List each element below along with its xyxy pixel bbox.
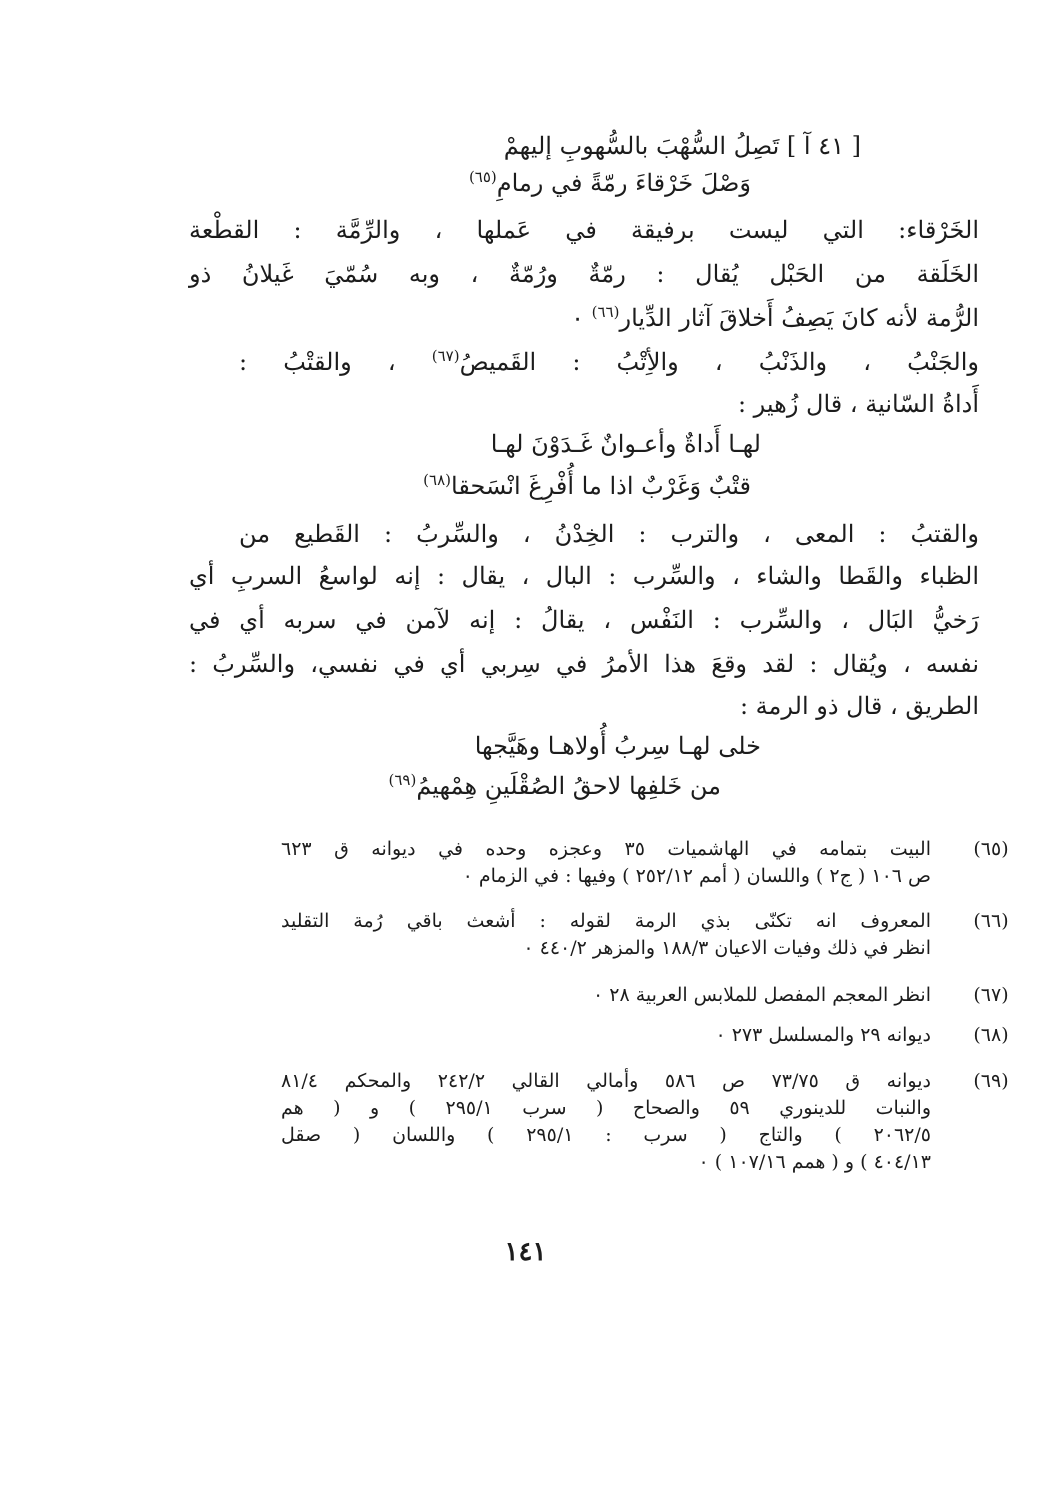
footnote-line: المعروف انه تكنّى بذي الرمة لقوله : أشعث باقي رُمة التقليد xyxy=(281,910,931,932)
paragraph-1-line-2-text: الخَلَقة من الحَبْل يُقال : رمّةٌ ورُمّةٌ ، وبه سُمّيَ غَيلانُ ذو xyxy=(189,260,979,288)
paragraph-3-line-5 xyxy=(189,690,979,722)
paragraph-1-line-3-end: ٠ xyxy=(571,304,592,332)
page-number: ١٤١ xyxy=(504,1237,547,1267)
footnote-number: (٦٨) xyxy=(973,1024,1009,1046)
paragraph-2-line-2 xyxy=(189,388,979,420)
paragraph-1-line-3 xyxy=(189,302,979,334)
footnote-line: انظر في ذلك وفيات الاعيان ١٨٨/٣ والمزهر ٤٤٠/٢ ٠ xyxy=(523,937,931,959)
paragraph-3-line-2 xyxy=(189,560,979,592)
paragraph-2-line-1-text-a: والجَنْبُ ، والذَنْبُ ، والأِتْبُ : القَميصُ xyxy=(459,348,979,376)
paragraph-3-line-4 xyxy=(189,648,979,680)
footnote-line: ديوانه ق ٧٣/٧٥ ص ٥٨٦ وأمالي القالي ٢٤٢/٢ والمحكم ٨١/٤ xyxy=(281,1070,931,1092)
verse-c-line-1-text: خلى لهـا سِربُ أُولاهـا وهَيَّجها xyxy=(474,732,761,760)
verse-a-line-1-text: [ ٤١ آ ] تَصِلُ السُّهْبَ بالسُّهوبِ إليهمْ xyxy=(503,132,861,160)
footnote-line: ٤٠٤/١٣ ) و ( همم ١٠٧/١٦ ) ٠ xyxy=(698,1151,931,1173)
paragraph-1-line-3-text: الرُّمة لأنه كانَ يَصِفُ أَخلاقَ آثار الدِّيار xyxy=(619,304,979,332)
footnote-ref-69: (٦٩) xyxy=(388,771,417,789)
verse-c-line-1 xyxy=(475,730,761,762)
verse-a-line-2-text: وَصْلَ خَرْقاءَ رمّةً في رمامِ xyxy=(496,169,751,197)
footnote-number: (٦٥) xyxy=(973,838,1009,860)
paragraph-2-line-2-text: أَداةُ السّانية ، قال زُهير : xyxy=(737,390,979,418)
footnote-number: (٦٦) xyxy=(973,910,1009,932)
footnote-ref-68: (٦٨) xyxy=(423,471,451,489)
verse-b-line-2-text: قتْبٌ وَغَرْبٌ اذا ما أُفْرِغَ انْسَحقا xyxy=(451,472,751,500)
footnote-65 xyxy=(281,836,1009,890)
footnote-line: ديوانه ٢٩ والمسلسل ٢٧٣ ٠ xyxy=(715,1024,931,1046)
verse-c-line-2 xyxy=(388,770,721,802)
paragraph-2-line-1-text-b: ، والقتْبُ : xyxy=(239,348,432,376)
verse-b-line-1 xyxy=(491,428,761,460)
footnote-ref-65: (٦٥) xyxy=(468,168,497,186)
footnote-number: (٦٩) xyxy=(973,1070,1009,1092)
paragraph-3-line-1-text: والقتبُ : المعى ، والترب : الخِدْنُ ، والسِّربُ : القَطيع من xyxy=(239,520,979,548)
footnote-66 xyxy=(281,908,1009,962)
footnote-69 xyxy=(281,1068,1009,1176)
footnote-line: البيت بتمامه في الهاشميات ٣٥ وعجزه وحده في ديوانه ق ٦٢٣ xyxy=(281,838,932,860)
paragraph-1-line-2 xyxy=(189,258,979,290)
paragraph-3-line-5-text: الطريق ، قال ذو الرمة : xyxy=(739,692,979,720)
footnote-line: والنبات للدينوري ٥٩ والصحاح ( سرب ٢٩٥/١ ) و ( هم xyxy=(281,1097,932,1119)
paragraph-1-line-1 xyxy=(189,214,979,246)
verse-b-line-1-text: لهـا أَداةٌ وأعـوانٌ غَـدَوْنَ لهـا xyxy=(490,430,761,458)
paragraph-3-line-1 xyxy=(239,518,979,550)
verse-c-line-2-text: من خَلفِها لاحقُ الصُقْلَينِ هِمْهيمُ xyxy=(416,772,721,800)
paragraph-2-line-1 xyxy=(239,346,979,378)
paragraph-3-line-3 xyxy=(189,604,979,636)
footnote-number: (٦٧) xyxy=(973,984,1009,1006)
paragraph-3-line-3-text: رَخيُّ البَال ، والسِّرب : النَفْس ، يقالُ : إنه لآمن في سربه أي في xyxy=(189,606,979,634)
verse-b-line-2 xyxy=(423,470,751,502)
footnote-line: ص ١٠٦ ( ج٢ ) واللسان ( أمم ٢٥٢/١٢ ) وفيها : في الزمام ٠ xyxy=(462,865,931,887)
footnote-ref-67: (٦٧) xyxy=(431,347,460,365)
footnote-line: انظر المعجم المفصل للملابس العربية ٢٨ ٠ xyxy=(592,984,931,1006)
paragraph-1-line-1-text: الخَرْقاء: التي ليست برفيقة في عَملها ، والرِّمَّة : القطْعة xyxy=(189,216,979,244)
footnote-line: ٢٠٦٢/٥ ) والتاج ( سرب : ٢٩٥/١ ) واللسان ( صقل xyxy=(281,1124,931,1146)
footnote-ref-66: (٦٦) xyxy=(591,303,620,321)
verse-a-line-1 xyxy=(504,130,861,162)
footnote-67 xyxy=(281,982,1009,1009)
footnote-68 xyxy=(281,1022,1009,1049)
paragraph-3-line-4-text: نفسه ، ويُقال : لقد وقعَ هذا الأمرُ في سِربي أي في نفسي، والسِّربُ : xyxy=(189,650,979,678)
verse-a-line-2 xyxy=(469,167,751,199)
paragraph-3-line-2-text: الظباء والقَطا والشاء ، والسِّرب : البال ، يقال : إنه لواسعُ السربِ أي xyxy=(189,562,979,590)
